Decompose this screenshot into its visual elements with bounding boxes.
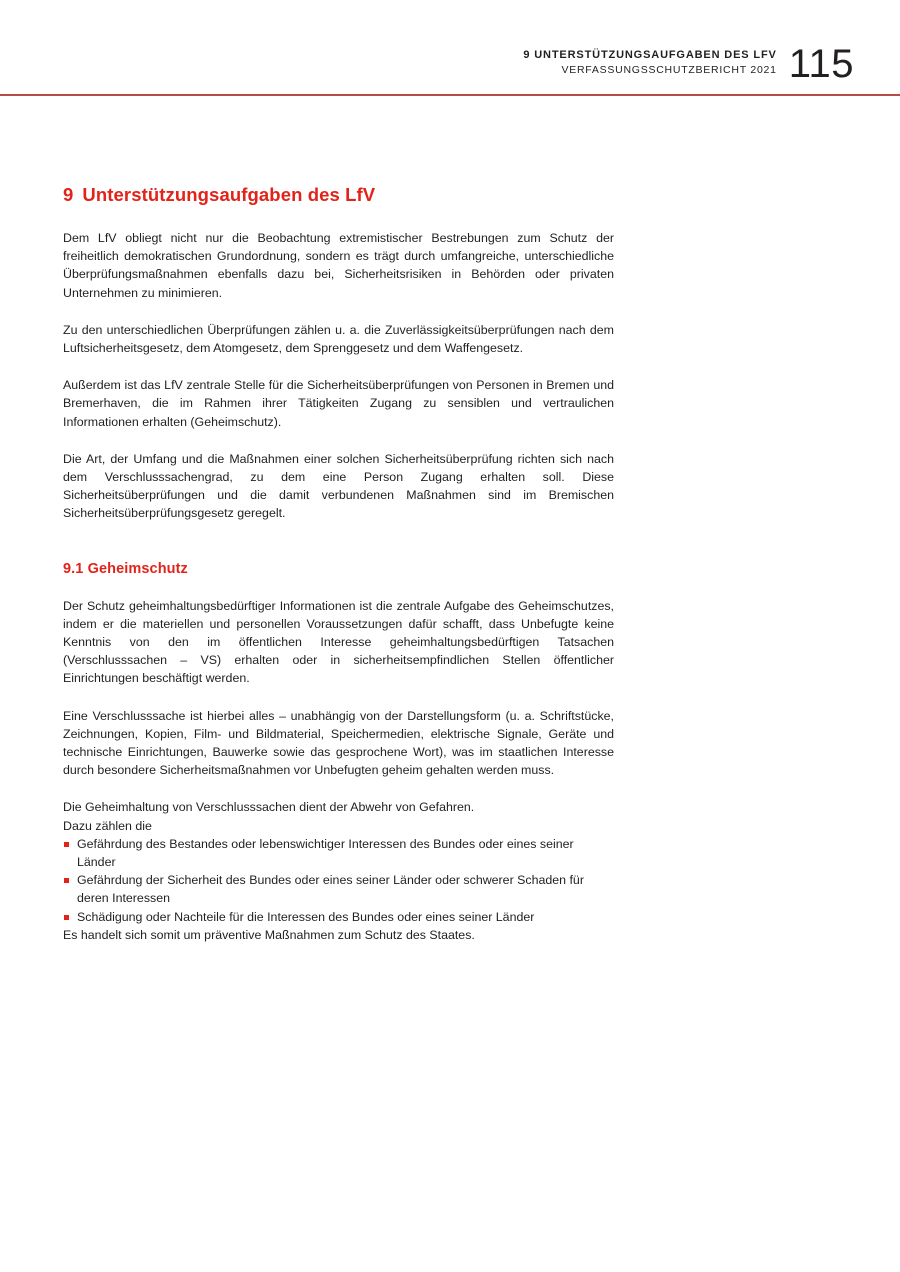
list-item: [63, 835, 614, 871]
chapter-paragraph-3: Außerdem ist das LfV zentrale Stelle für die Sicherheitsüberprüfungen von Personen in Bremen und Bremerhaven, die im Rahmen ihrer Tätigkeiten Zugang zu sensiblen und vertraulichen Informationen erhalten (Geheimschutz).: [63, 378, 614, 429]
running-head-text: [523, 44, 788, 78]
list-item-label: Gefährdung des Bestandes oder lebenswichtiger Interessen des Bundes oder eines seiner Länder: [77, 836, 574, 870]
text-column: [63, 183, 614, 944]
chapter-paragraph-4: Die Art, der Umfang und die Maßnahmen einer solchen Sicherheitsüberprüfung richten sich nach dem Verschlusssachengrad, zu dem eine Person Zugang erhalten soll. Diese Sicherheitsüberprüfungen und die damit verbundenen Maßnahmen sind im Bremischen Sicherheitsüberprüfungsgesetz geregelt.: [63, 451, 614, 521]
section-paragraph-2: Eine Verschlusssache ist hierbei alles – unabhängig von der Darstellungsform (u. a. Schriftstücke, Zeichnungen, Kopien, Film- und Bildmaterial, Speichermedien, elektrische Signale, Geräte und technische Einrichtungen, Bauwerke sowie das gesprochene Wort), was im staatlichen Interesse durch besondere Sicherheitsmaßnahmen vor Unbefugten geheim gehalten werden muss.: [63, 708, 614, 778]
running-head-publication: VERFASSUNGSSCHUTZBERICHT 2021: [561, 64, 777, 76]
list-item: [63, 871, 614, 907]
chapter-heading: [63, 183, 614, 207]
closing-paragraph: Es handelt sich somit um präventive Maßnahmen zum Schutz des Staates.: [63, 927, 475, 942]
header-rule: [0, 94, 900, 96]
list-lead-in-line-2: Dazu zählen die: [63, 818, 152, 833]
page-number: 115: [788, 42, 854, 86]
list-lead-in-line-1: Die Geheimhaltung von Verschlusssachen dient der Abwehr von Gefahren.: [63, 800, 475, 815]
list-item-label: Gefährdung der Sicherheit des Bundes oder eines seiner Länder oder schwerer Schaden für deren Interessen: [77, 873, 584, 906]
chapter-paragraph-2: Zu den unterschiedlichen Überprüfungen zählen u. a. die Zuverlässigkeitsüberprüfungen nach dem Luftsicherheitsgesetz, dem Atomgesetz, dem Sprenggesetz und dem Waffengesetz.: [63, 322, 614, 356]
square-bullet-icon: [64, 842, 69, 847]
chapter-title-text: Unterstützungsaufgaben des LfV: [82, 184, 376, 205]
square-bullet-icon: [64, 878, 69, 883]
section-paragraph-1: Der Schutz geheimhaltungsbedürftiger Informationen ist die zentrale Aufgabe des Geheimschutzes, indem er die materiellen und personellen Voraussetzungen dafür schafft, dass Unbefugte keine Kenntnis von den im öffentlichen Interesse geheimhaltungsbedürftigen Tatsachen (Verschlusssachen – VS) erhalten oder in sicherheitsempfindlichen Stellen öffentlicher Einrichtungen beschäftigt werden.: [63, 598, 614, 686]
running-head-chapter: 9 UNTERSTÜTZUNGSAUFGABEN DES LFV: [523, 49, 777, 61]
running-head: [523, 44, 854, 84]
chapter-paragraph-1: Dem LfV obliegt nicht nur die Beobachtung extremistischer Bestrebungen zum Schutz der freiheitlich demokratischen Grundordnung, sondern es trägt durch umfangreiche, unterschiedliche Überprüfungsmaßnahmen ebenfalls dazu bei, Sicherheitsrisiken in Behörden oder privaten Unternehmen zu minimieren.: [63, 231, 614, 300]
square-bullet-icon: [64, 915, 69, 920]
list-item: [63, 908, 614, 926]
list-item-label: Schädigung oder Nachteile für die Interessen des Bundes oder eines seiner Länder: [77, 909, 535, 924]
chapter-number: 9: [63, 184, 74, 205]
danger-list: [63, 835, 614, 926]
section-heading: 9.1 Geheimschutz: [63, 560, 188, 577]
